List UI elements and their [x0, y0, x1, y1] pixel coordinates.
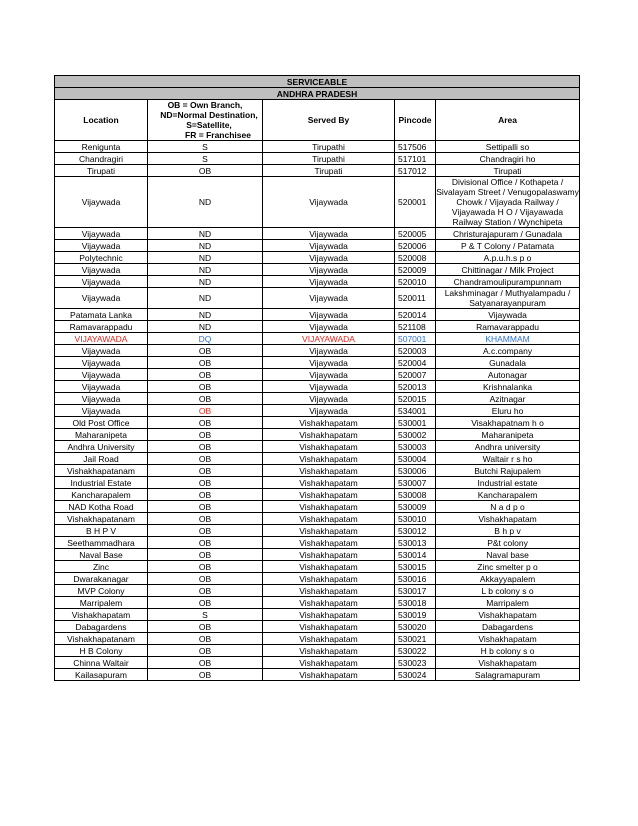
cell-served-by: Vishakhapatam [263, 633, 395, 645]
cell-type: OB [148, 441, 263, 453]
cell-type: OB [148, 465, 263, 477]
cell-area: P&t colony [436, 537, 580, 549]
cell-served-by: Vishakhapatam [263, 525, 395, 537]
cell-pincode: 521108 [395, 321, 436, 333]
cell-served-by: Vijaywada [263, 405, 395, 417]
cell-area: H b colony s o [436, 645, 580, 657]
cell-pincode: 520015 [395, 393, 436, 405]
legend-line: FR = Franchisee [185, 130, 251, 140]
cell-area: Butchi Rajupalem [436, 465, 580, 477]
legend-line: ND=Normal Destination, [160, 110, 258, 120]
cell-location: Vijaywada [55, 228, 148, 240]
cell-location: Vijaywada [55, 240, 148, 252]
cell-served-by: Vijaywada [263, 357, 395, 369]
cell-pincode: 520011 [395, 288, 436, 309]
cell-served-by: Vijaywada [263, 264, 395, 276]
cell-type: OB [148, 369, 263, 381]
cell-area: Azitnagar [436, 393, 580, 405]
cell-served-by: Vijaywada [263, 369, 395, 381]
sheet-subtitle: ANDHRA PRADESH [55, 88, 580, 100]
table-row [55, 453, 580, 465]
cell-area: Andhra university [436, 441, 580, 453]
cell-served-by: Vijaywada [263, 228, 395, 240]
cell-area: A.p.u.h.s p o [436, 252, 580, 264]
cell-pincode: 520009 [395, 264, 436, 276]
cell-area: Chandramoulipurampunnam [436, 276, 580, 288]
cell-pincode: 530020 [395, 621, 436, 633]
cell-pincode: 530002 [395, 429, 436, 441]
cell-area: Gunadala [436, 357, 580, 369]
cell-type: S [148, 141, 263, 153]
cell-served-by: Vishakhapatam [263, 669, 395, 681]
cell-location: Maharanipeta [55, 429, 148, 441]
cell-pincode: 530017 [395, 585, 436, 597]
cell-pincode: 520004 [395, 357, 436, 369]
legend-line: OB = Own Branch, [167, 100, 243, 110]
cell-location: Patamata Lanka [55, 309, 148, 321]
cell-location: Vishakhapatanam [55, 465, 148, 477]
cell-served-by: Vishakhapatam [263, 489, 395, 501]
cell-served-by: Vishakhapatam [263, 453, 395, 465]
cell-pincode: 530019 [395, 609, 436, 621]
cell-served-by: Vijaywada [263, 381, 395, 393]
cell-pincode: 530006 [395, 465, 436, 477]
cell-area: Tirupati [436, 165, 580, 177]
cell-served-by: Vishakhapatam [263, 597, 395, 609]
cell-pincode: 530003 [395, 441, 436, 453]
table-row [55, 417, 580, 429]
cell-type: OB [148, 345, 263, 357]
cell-type: ND [148, 321, 263, 333]
cell-area: L b colony s o [436, 585, 580, 597]
cell-location: Vijaywada [55, 276, 148, 288]
cell-area: Vishakhapatam [436, 513, 580, 525]
cell-location: Industrial Estate [55, 477, 148, 489]
cell-pincode: 530024 [395, 669, 436, 681]
cell-type: OB [148, 429, 263, 441]
cell-pincode: 530015 [395, 561, 436, 573]
table-row [55, 393, 580, 405]
cell-type: OB [148, 669, 263, 681]
table-row [55, 165, 580, 177]
cell-type: S [148, 153, 263, 165]
table-row [55, 633, 580, 645]
cell-location: MVP Colony [55, 585, 148, 597]
table-row [55, 345, 580, 357]
cell-type: OB [148, 561, 263, 573]
cell-location: Vishakhapatanam [55, 633, 148, 645]
cell-area: Vishakhapatam [436, 609, 580, 621]
cell-area: Vijaywada [436, 309, 580, 321]
cell-served-by: Vijaywada [263, 309, 395, 321]
header-pincode: Pincode [395, 100, 436, 141]
table-row [55, 537, 580, 549]
cell-served-by: Vijaywada [263, 321, 395, 333]
cell-area: Akkayyapalem [436, 573, 580, 585]
cell-location: Andhra University [55, 441, 148, 453]
table-row [55, 153, 580, 165]
cell-location: Jail Road [55, 453, 148, 465]
cell-location: Polytechnic [55, 252, 148, 264]
cell-type: OB [148, 585, 263, 597]
cell-location: Vijaywada [55, 264, 148, 276]
cell-type: OB [148, 477, 263, 489]
cell-served-by: Vishakhapatam [263, 561, 395, 573]
cell-type: OB [148, 645, 263, 657]
cell-location: Vijaywada [55, 369, 148, 381]
cell-location: Ramavarappadu [55, 321, 148, 333]
cell-type: OB [148, 597, 263, 609]
cell-type: DQ [148, 333, 263, 345]
cell-area: Ramavarappadu [436, 321, 580, 333]
cell-pincode: 507001 [395, 333, 436, 345]
table-row [55, 465, 580, 477]
cell-served-by: Tirupati [263, 165, 395, 177]
cell-area: Zinc smelter p o [436, 561, 580, 573]
cell-served-by: Vishakhapatam [263, 513, 395, 525]
table-row [55, 264, 580, 276]
cell-served-by: Vishakhapatam [263, 609, 395, 621]
table-row [55, 228, 580, 240]
cell-type: OB [148, 381, 263, 393]
cell-area: Marripalem [436, 597, 580, 609]
cell-type: ND [148, 288, 263, 309]
header-location: Location [55, 100, 148, 141]
cell-type: OB [148, 165, 263, 177]
table-row [55, 609, 580, 621]
cell-area: Industrial estate [436, 477, 580, 489]
cell-type: OB [148, 393, 263, 405]
cell-pincode: 534001 [395, 405, 436, 417]
cell-location: Kancharapalem [55, 489, 148, 501]
cell-area: Maharanipeta [436, 429, 580, 441]
serviceable-table [54, 75, 580, 681]
cell-location: Old Post Office [55, 417, 148, 429]
cell-pincode: 530008 [395, 489, 436, 501]
cell-area: Naval base [436, 549, 580, 561]
subtitle-row [55, 88, 580, 100]
cell-type: OB [148, 513, 263, 525]
cell-served-by: Vishakhapatam [263, 573, 395, 585]
table-row [55, 288, 580, 309]
cell-pincode: 520014 [395, 309, 436, 321]
cell-served-by: Vijaywada [263, 177, 395, 228]
cell-location: Vijaywada [55, 405, 148, 417]
table-row [55, 240, 580, 252]
cell-location: Vijaywada [55, 381, 148, 393]
cell-type: OB [148, 537, 263, 549]
cell-pincode: 520003 [395, 345, 436, 357]
table-row [55, 525, 580, 537]
cell-served-by: Vijaywada [263, 240, 395, 252]
cell-area: A.c.company [436, 345, 580, 357]
cell-served-by: Tirupathi [263, 153, 395, 165]
cell-pincode: 530001 [395, 417, 436, 429]
table-row [55, 369, 580, 381]
cell-served-by: Vijaywada [263, 345, 395, 357]
cell-pincode: 530014 [395, 549, 436, 561]
cell-location: NAD Kotha Road [55, 501, 148, 513]
cell-pincode: 517012 [395, 165, 436, 177]
cell-pincode: 530007 [395, 477, 436, 489]
cell-area: N a d p o [436, 501, 580, 513]
cell-location: Vishakhapatam [55, 609, 148, 621]
cell-type: OB [148, 357, 263, 369]
cell-served-by: Vishakhapatam [263, 585, 395, 597]
cell-area: Visakhapatnam h o [436, 417, 580, 429]
cell-type: OB [148, 573, 263, 585]
header-served-by: Served By [263, 100, 395, 141]
cell-type: OB [148, 489, 263, 501]
cell-area: Divisional Office / Kothapeta / Sivalayam Street / Venugopalaswamy Chowk / Vijayada Railway / Vijayawada H O / Vijayawada Railway Station / Wynchipeta [436, 177, 579, 227]
cell-served-by: Vishakhapatam [263, 441, 395, 453]
cell-type: OB [148, 525, 263, 537]
table-row [55, 381, 580, 393]
cell-area: B h p v [436, 525, 580, 537]
cell-type: ND [148, 276, 263, 288]
cell-location: Vijaywada [55, 288, 148, 309]
table-row [55, 585, 580, 597]
cell-area: Krishnalanka [436, 381, 580, 393]
cell-location: Naval Base [55, 549, 148, 561]
cell-pincode: 520010 [395, 276, 436, 288]
cell-type: S [148, 609, 263, 621]
cell-type: OB [148, 549, 263, 561]
cell-served-by: Vishakhapatam [263, 501, 395, 513]
cell-pincode: 520005 [395, 228, 436, 240]
cell-served-by: Tirupathi [263, 141, 395, 153]
table-row [55, 141, 580, 153]
cell-area: Chandragiri ho [436, 153, 580, 165]
cell-type: OB [148, 417, 263, 429]
cell-pincode: 520008 [395, 252, 436, 264]
table-row [55, 549, 580, 561]
cell-pincode: 530022 [395, 645, 436, 657]
cell-location: Seethammadhara [55, 537, 148, 549]
cell-pincode: 520001 [395, 177, 436, 228]
cell-area: Chittinagar / Milk Project [436, 264, 580, 276]
cell-location: Marripalem [55, 597, 148, 609]
table-row [55, 309, 580, 321]
cell-pincode: 520006 [395, 240, 436, 252]
table-row [55, 501, 580, 513]
table-row [55, 597, 580, 609]
cell-type: ND [148, 228, 263, 240]
cell-location: Dabagardens [55, 621, 148, 633]
cell-location: VIJAYAWADA [55, 333, 148, 345]
table-row [55, 621, 580, 633]
cell-location: Vijaywada [55, 357, 148, 369]
cell-pincode: 530018 [395, 597, 436, 609]
cell-served-by: Vishakhapatam [263, 645, 395, 657]
cell-type: ND [148, 252, 263, 264]
cell-area: Lakshminagar / Muthyalampadu / Satyanarayanpuram [436, 288, 580, 309]
cell-type: OB [148, 501, 263, 513]
cell-location: Vijaywada [55, 177, 148, 228]
table-row [55, 321, 580, 333]
cell-served-by: Vishakhapatam [263, 465, 395, 477]
cell-served-by: Vishakhapatam [263, 417, 395, 429]
cell-type: ND [148, 264, 263, 276]
cell-location: H B Colony [55, 645, 148, 657]
table-row [55, 405, 580, 417]
table-row [55, 441, 580, 453]
cell-location: Tirupati [55, 165, 148, 177]
cell-pincode: 530009 [395, 501, 436, 513]
cell-type: ND [148, 309, 263, 321]
cell-location: Vishakhapatanam [55, 513, 148, 525]
cell-type: ND [148, 240, 263, 252]
cell-served-by: Vishakhapatam [263, 477, 395, 489]
cell-served-by: Vishakhapatam [263, 621, 395, 633]
cell-location: B H P V [55, 525, 148, 537]
table-row [55, 489, 580, 501]
cell-served-by: Vijaywada [263, 393, 395, 405]
cell-location: Vijaywada [55, 393, 148, 405]
cell-type: OB [148, 621, 263, 633]
cell-pincode: 530016 [395, 573, 436, 585]
cell-type: ND [148, 177, 263, 228]
cell-area: Vishakhapatam [436, 633, 580, 645]
table-row [55, 573, 580, 585]
cell-area: P & T Colony / Patamata [436, 240, 580, 252]
table-row [55, 357, 580, 369]
sheet-title: SERVICEABLE [55, 76, 580, 88]
header-legend [148, 100, 263, 141]
cell-pincode: 530012 [395, 525, 436, 537]
cell-pincode: 530023 [395, 657, 436, 669]
cell-served-by: Vishakhapatam [263, 429, 395, 441]
cell-type: OB [148, 633, 263, 645]
table-row [55, 477, 580, 489]
table-row [55, 669, 580, 681]
table-row [55, 513, 580, 525]
cell-pincode: 520007 [395, 369, 436, 381]
cell-area: Christurajapuram / Gunadala [436, 228, 580, 240]
cell-area: Dabagardens [436, 621, 580, 633]
cell-area: Autonagar [436, 369, 580, 381]
cell-location: Renigunta [55, 141, 148, 153]
header-row [55, 100, 580, 141]
header-area: Area [436, 100, 580, 141]
cell-served-by: VIJAYAWADA [263, 333, 395, 345]
table-row [55, 429, 580, 441]
cell-served-by: Vijaywada [263, 288, 395, 309]
cell-location: Vijaywada [55, 345, 148, 357]
cell-pincode: 530004 [395, 453, 436, 465]
cell-area: Settipalli so [436, 141, 580, 153]
cell-pincode: 530021 [395, 633, 436, 645]
table-row [55, 645, 580, 657]
table-row [55, 276, 580, 288]
cell-location: Kailasapuram [55, 669, 148, 681]
table-row [55, 561, 580, 573]
cell-served-by: Vijaywada [263, 276, 395, 288]
cell-pincode: 530010 [395, 513, 436, 525]
cell-area: Vishakhapatam [436, 657, 580, 669]
cell-type: OB [148, 453, 263, 465]
cell-location: Chandragiri [55, 153, 148, 165]
cell-pincode: 517506 [395, 141, 436, 153]
cell-area: KHAMMAM [436, 333, 580, 345]
table-row [55, 333, 580, 345]
cell-area: Salagramapuram [436, 669, 580, 681]
cell-served-by: Vishakhapatam [263, 537, 395, 549]
cell-location: Dwarakanagar [55, 573, 148, 585]
cell-served-by: Vijaywada [263, 252, 395, 264]
table-row [55, 657, 580, 669]
cell-type: OB [148, 405, 263, 417]
cell-area: Eluru ho [436, 405, 580, 417]
cell-type: OB [148, 657, 263, 669]
cell-pincode: 520013 [395, 381, 436, 393]
cell-pincode: 517101 [395, 153, 436, 165]
title-row [55, 76, 580, 88]
cell-area: Kancharapalem [436, 489, 580, 501]
cell-pincode: 530013 [395, 537, 436, 549]
legend-line: S=Satellite, [186, 120, 232, 130]
cell-location: Chinna Waltair [55, 657, 148, 669]
table-row [55, 177, 580, 228]
cell-location: Zinc [55, 561, 148, 573]
cell-area: Waltair r s ho [436, 453, 580, 465]
cell-served-by: Vishakhapatam [263, 549, 395, 561]
table-row [55, 252, 580, 264]
cell-served-by: Vishakhapatam [263, 657, 395, 669]
